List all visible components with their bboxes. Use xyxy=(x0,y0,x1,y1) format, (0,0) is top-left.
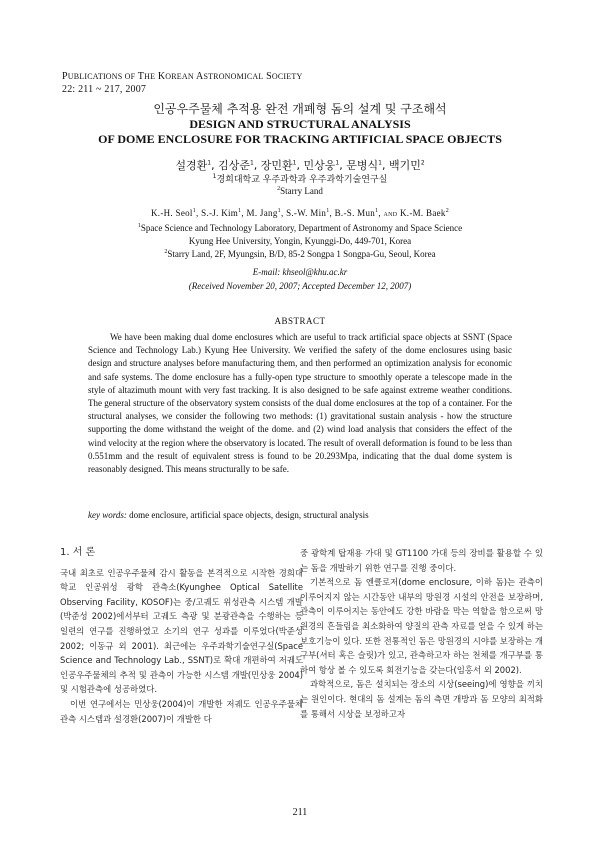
keywords-label: key words: xyxy=(88,510,127,520)
journal-name: PUBLICATIONS OF THE KOREAN ASTRONOMICAL SOCIETY xyxy=(62,71,303,82)
abstract-text: We have been making dual dome enclosures which are useful to track artificial space objects at SSNT (Space Science and Technology Lab.) Kyung Hee University. We verified the safety of the dome enclosures using basic design and structure analyses before manufacturing them, and then performed an optimization analysis for economic and safe systems. The dome enclosure has a fully-open type structure to smoothly operate a telescope made in the style of altazimuth mount with very fast tracking. It is also designed to be safe against extreme weather conditions. The general structure of the observatory system consists of the dual dome enclosures at the top of a container. For the structural analyses, we consider the following two methods: (1) gravitational sustain analysis - how the structure supporting the dome withstand the weight of the dome. and (2) wind load analysis that considers the effect of the wind velocity at the region where the observatory is located. The result of overall deformation is found to be less than 0.551mm and the result of equivalent stress is found to be 20.293Mpa, indicating that the dual dome system is reasonably designed. This means structurally to be safe. xyxy=(88,332,512,475)
affiliation-english: $^1$Space Science and Technology Laboratory, Department of Astronomy and Space Science Kyung Hee University, Yongin, Kyunggi-Do, 449-701, Korea $^2$Starry Land, 2F, Myungsin, B/D, 85-2 Songpa 1 Songpa-Gu, Seoul, Korea xyxy=(137,223,463,259)
body-paragraph: 기본적으로 돔 엔클로저(dome enclosure, 이하 돔)는 관측이 이루어지지 않는 시간동안 내부의 망원경 시설의 안전을 보장하며, 관측이 이루어지는 동안에도 강한 바람을 막는 역할을 함으로써 망원경의 흔들림을 최소화하여 양질의 관측 자료를 얻을 수 있게 하는 보호기능이 있다. 또한 전통적인 돔은 망원경의 시야를 보장하는 개구부(셔터 혹은 슬릿)가 있고, 관측하고자 하는 천체를 개구부를 통하여 항상 볼 수 있도록 회전기능을 갖는다(임홍서 외 2002). xyxy=(300,577,543,675)
body-column-right xyxy=(300,546,543,721)
abstract-heading: ABSTRACT xyxy=(274,316,326,326)
received-dates: (Received November 20, 2007; Accepted December 12, 2007) xyxy=(188,281,412,291)
title-korean: 인공우주물체 추적용 완전 개폐형 돔의 설계 및 구조해석 xyxy=(153,102,447,116)
body-paragraph: 중 광학계 탑재용 가대 및 GT1100 가대 등의 장비를 활용할 수 있는 돔을 개발하기 위한 연구를 진행 중이다. xyxy=(300,548,543,573)
keywords-text: dome enclosure, artificial space objects, design, structural analysis xyxy=(129,510,369,520)
body-paragraph: 이번 연구에서는 민상웅(2004)이 개발한 저궤도 인공우주물체 관측 시스템과 설경환(2007)이 개발한 다 xyxy=(60,698,303,724)
authors-korean: 설경환$^1$, 김상준$^1$, 장민환$^1$, 민상웅$^1$, 문병식$^1$, 백기민$^2$ xyxy=(175,159,425,172)
section-heading: 1. 서 론 xyxy=(60,547,96,558)
authors-english: K.-H. Seol$^1$, S.-J. Kim$^1$, M. Jang$^1$, S.-W. Min$^1$, B.-S. Mun$^1$, and K.-M. Baek$^2$ xyxy=(150,208,450,218)
body-paragraph: 과학적으로, 돔은 설치되는 장소의 시상(seeing)에 영향을 끼치는 원인이다. 현대의 돔 설계는 돔의 측면 개방과 돔 모양의 최적화를 통해서 시상을 보정하고자 xyxy=(300,679,543,719)
page-number: 211 xyxy=(292,807,308,818)
body-column-left xyxy=(60,546,303,726)
affiliation-korean-2: $^2$Starry Land xyxy=(277,186,323,196)
affiliation-korean-1: $^1$경희대학교 우주과학과 우주과학기술연구실 xyxy=(212,173,388,185)
title-english-line1: DESIGN AND STRUCTURAL ANALYSIS xyxy=(189,117,411,131)
email: E-mail: khseol@khu.ac.kr xyxy=(252,267,348,277)
body-paragraph: 국내 최초로 인공우주물체 감시 활동을 본격적으로 시작한 경희대학교 인공위성 광학 관측소(Kyunghee Optical Satellite Observing Facility, KOSOF)는 중/고궤도 위성관측 시스템 개발(박준성 2002)에서부터 고궤도 측광 및 분광관측을 수행하는 등 일련의 연구를 진행하였고 소기의 연구 성과를 이루었다(박준성 2002; 이동규 외 2001). 최근에는 우주과학기술연구실(Space Science and Technology Lab., SSNT)로 확대 개편하여 저궤도 인공우주물체의 추적 및 관측이 가능한 시스템 개발(민상웅 2004) 및 시험관측에 성공하였다. xyxy=(60,567,303,695)
journal-volume: 22: 211 ~ 217, 2007 xyxy=(62,84,147,95)
title-english xyxy=(0,117,600,147)
journal-header xyxy=(62,70,302,96)
keywords xyxy=(88,510,512,520)
title-english-line2: OF DOME ENCLOSURE FOR TRACKING ARTIFICIAL SPACE OBJECTS xyxy=(98,132,502,146)
